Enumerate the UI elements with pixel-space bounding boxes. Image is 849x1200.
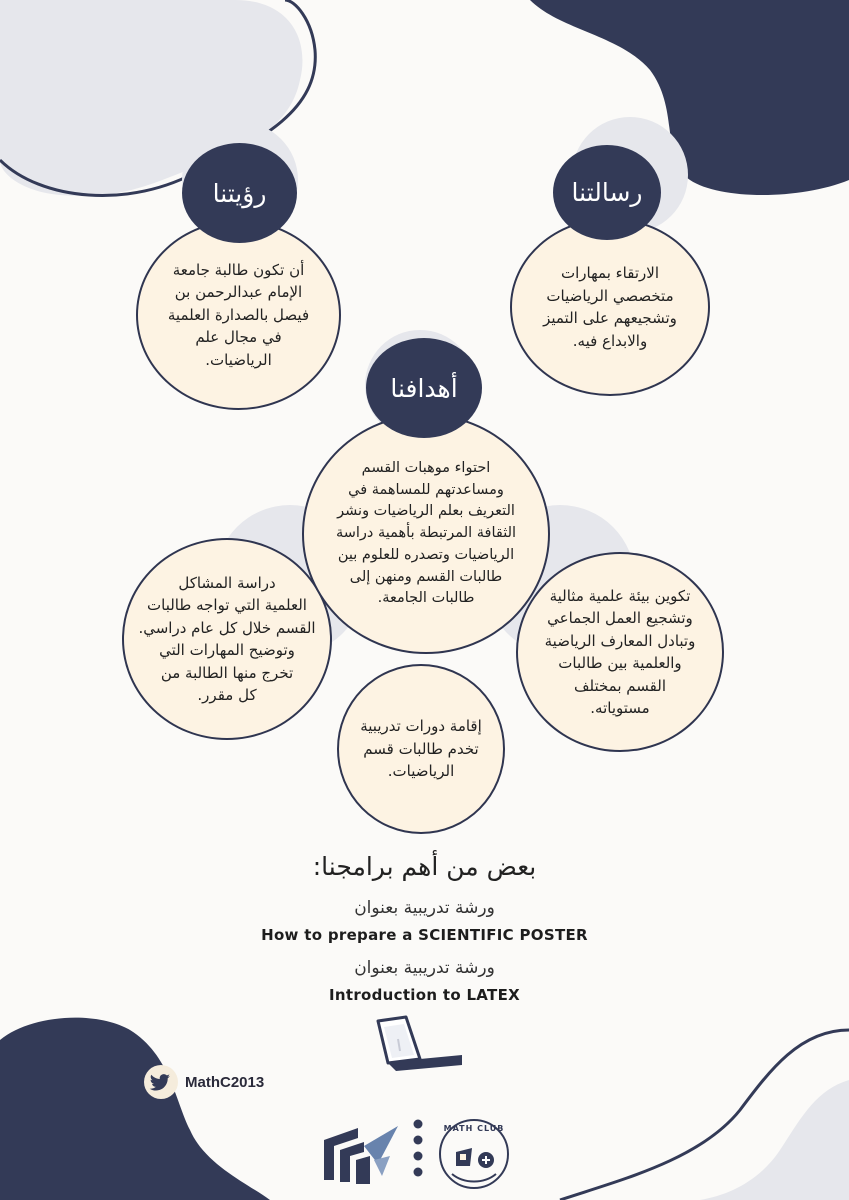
university-logo [318, 1120, 404, 1188]
goals-title: أهدافنا [366, 338, 482, 438]
twitter-handle: MathC2013 [185, 1073, 265, 1091]
vision-title: رؤيتنا [182, 143, 297, 243]
goal-center-text: احتواء موهبات القسم ومساعدتهم للمساهمة في التعريف بعلم الرياضيات ونشر الثقافة المرتبطة بأهمية دراسة الرياضيات وتصدره للعلوم بين طالبات القسم ومنهن إلى طالبات الجامعة. [335, 459, 517, 607]
logo-separator [412, 1118, 424, 1180]
program-1-title: How to prepare a SCIENTIFIC POSTER [261, 926, 588, 944]
goal-left-text: دراسة المشاكل العلمية التي تواجه طالبات القسم خلال كل عام دراسي. وتوضيح المهارات التي تخرج منها الطالبة من كل مقرر. [138, 573, 316, 704]
vision-text: أن تكون طالبة جامعة الإمام عبدالرحمن بن فيصل بالصدارة العلمية في مجال علم الرياضيات. [167, 260, 310, 369]
bottom-right-blob [700, 1080, 849, 1200]
goal-left-circle [122, 538, 332, 740]
program-1-label: ورشة تدريبية بعنوان [354, 898, 495, 918]
goal-bottom-circle [337, 664, 505, 834]
mission-text: الارتقاء بمهارات متخصصي الرياضيات وتشجيعهم على التميز والابداع فيه. [543, 264, 677, 350]
program-2-label: ورشة تدريبية بعنوان [354, 958, 495, 978]
laptop-icon [370, 1015, 470, 1075]
programs-heading: بعض من أهم برامجنا: [312, 852, 537, 881]
vision-circle [136, 220, 341, 410]
math-club-logo [432, 1110, 516, 1194]
math-club-logo-text: MATH CLUB [443, 1124, 505, 1133]
mission-title: رسالتنا [553, 145, 661, 240]
goal-right-circle [516, 552, 724, 752]
twitter-badge[interactable] [143, 1064, 264, 1100]
program-2-title: Introduction to LATEX [328, 986, 520, 1004]
goal-right-text: تكوين بيئة علمية مثالية وتشجيع العمل الجماعي وتبادل المعارف الرياضية والعلمية بين طالبات القسم بمختلف مستوياته. [544, 586, 696, 717]
twitter-icon [143, 1064, 179, 1100]
bottom-left-blob [0, 1018, 270, 1200]
mission-circle [510, 218, 710, 396]
goal-center-circle [302, 414, 550, 654]
goal-bottom-text: إقامة دورات تدريبية تخدم طالبات قسم الرياضيات. [360, 717, 482, 781]
